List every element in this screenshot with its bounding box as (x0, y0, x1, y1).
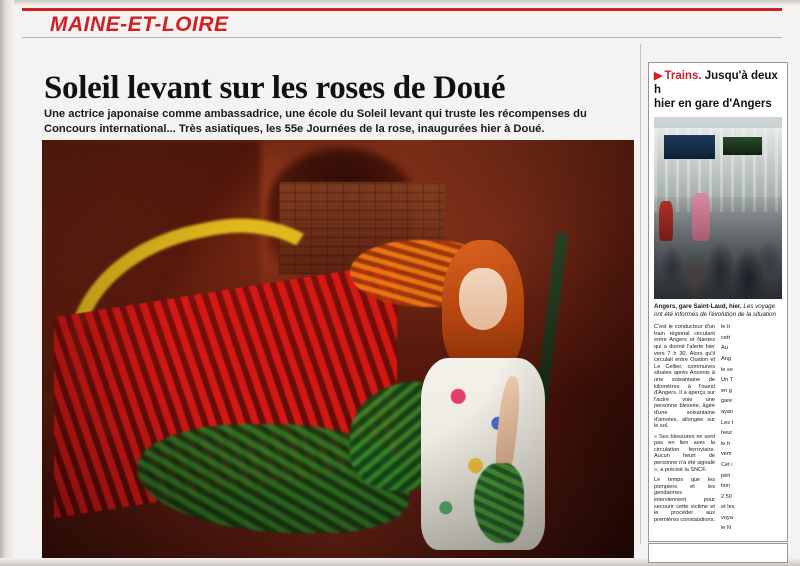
crowd-shape (654, 197, 782, 299)
brief-fragment: le tr (721, 324, 731, 331)
brief-photo (654, 117, 782, 299)
brief-fragment: tion (721, 483, 731, 490)
brief-fragment: gare (721, 398, 733, 405)
brief-photo-caption (654, 303, 782, 318)
caption-text: Les voyage ont été informés de l'évolution de la situation (654, 303, 776, 318)
brief-fragment: Les t (721, 419, 734, 426)
brief-body (654, 324, 782, 536)
passenger-red-shape (659, 201, 673, 241)
article-photo (42, 140, 634, 558)
brief-body-column-1 (654, 324, 715, 536)
next-brief-box (648, 543, 788, 563)
brief-headline-line2: hier en gare d'Angers (654, 98, 772, 110)
brief-fragment: Cet i (721, 461, 733, 468)
secondary-board-shape (723, 137, 761, 155)
photo-vignette (42, 140, 634, 558)
brief-fragment: et les (721, 504, 735, 511)
brief-fragment: ayan (721, 408, 734, 415)
scan-top-edge (0, 0, 800, 6)
brief-fragment: voya (721, 514, 733, 521)
brief-fragment: le se (721, 366, 733, 373)
triangle-right-icon: ▶ (654, 70, 663, 82)
brief-fragment: 2 50 (721, 493, 732, 500)
brief-fragment: cett (721, 334, 731, 341)
brief-fragment: vem (721, 451, 732, 458)
section-title: MAINE-ET-LOIRE (50, 13, 229, 36)
brief-fragment: Un T (721, 377, 734, 384)
brief-fragment: péri (721, 472, 731, 479)
brief-fragment: le tr (721, 440, 731, 447)
brief-body-column-2 (721, 324, 782, 536)
section-rule-bottom (22, 37, 782, 38)
brief-fragment: Au (721, 345, 728, 352)
scan-left-edge (0, 0, 14, 566)
brief-fragment: heur (721, 430, 733, 437)
brief-fragment: en g (721, 387, 732, 394)
brief-paragraph: C'est le conducteur d'un train régional circulant entre Angers et Nantes qui a donné l'alerte hier vers 7 h 30. Alors qu'il circulait entre Ouidon et Le Cellier, communes situées après Ancenis à une soixantaine de kilomètres à l'ouest d'Angers. Il a aperçu sur l'autre voie une personne blessée, âgée d'une soixantaine d'années, allongée sur le sol. (654, 324, 715, 430)
section-rule-top (22, 8, 782, 11)
right-column (648, 62, 788, 542)
brief-trains (648, 62, 788, 542)
departure-board-shape (664, 135, 715, 159)
brief-paragraph: « Ses blessures ne sont pas en lien avec la circulation ferroviaire. Aucun heurt de personne n'a été signalé », a précisé la SNCF. (654, 433, 715, 473)
article-standfirst: Une actrice japonaise comme ambassadrice, une école du Soleil levant qui truste les récompenses du Concours international... Très asiatiques, les 55e Journées de la rose, inaugurées hier à Doué. (44, 108, 587, 136)
caption-location: Angers, gare Saint-Laud, hier. (654, 303, 742, 310)
brief-headline (654, 69, 782, 111)
section-header (22, 8, 782, 38)
brief-fragment: le N (721, 525, 731, 532)
brief-paragraph: Le temps que les pompiers et les gendarmes interviennent pour secourir cette victime et le procéder aux premières constatations. (654, 477, 715, 523)
article-headline: Soleil levant sur les roses de Doué (44, 70, 506, 107)
brief-kicker: Trains. (664, 70, 702, 82)
column-divider (640, 44, 641, 544)
brief-fragment: Ang (721, 355, 731, 362)
brief-headline-rest: Jusqu'à deux h (654, 70, 778, 96)
passenger-pink-shape (692, 193, 710, 240)
